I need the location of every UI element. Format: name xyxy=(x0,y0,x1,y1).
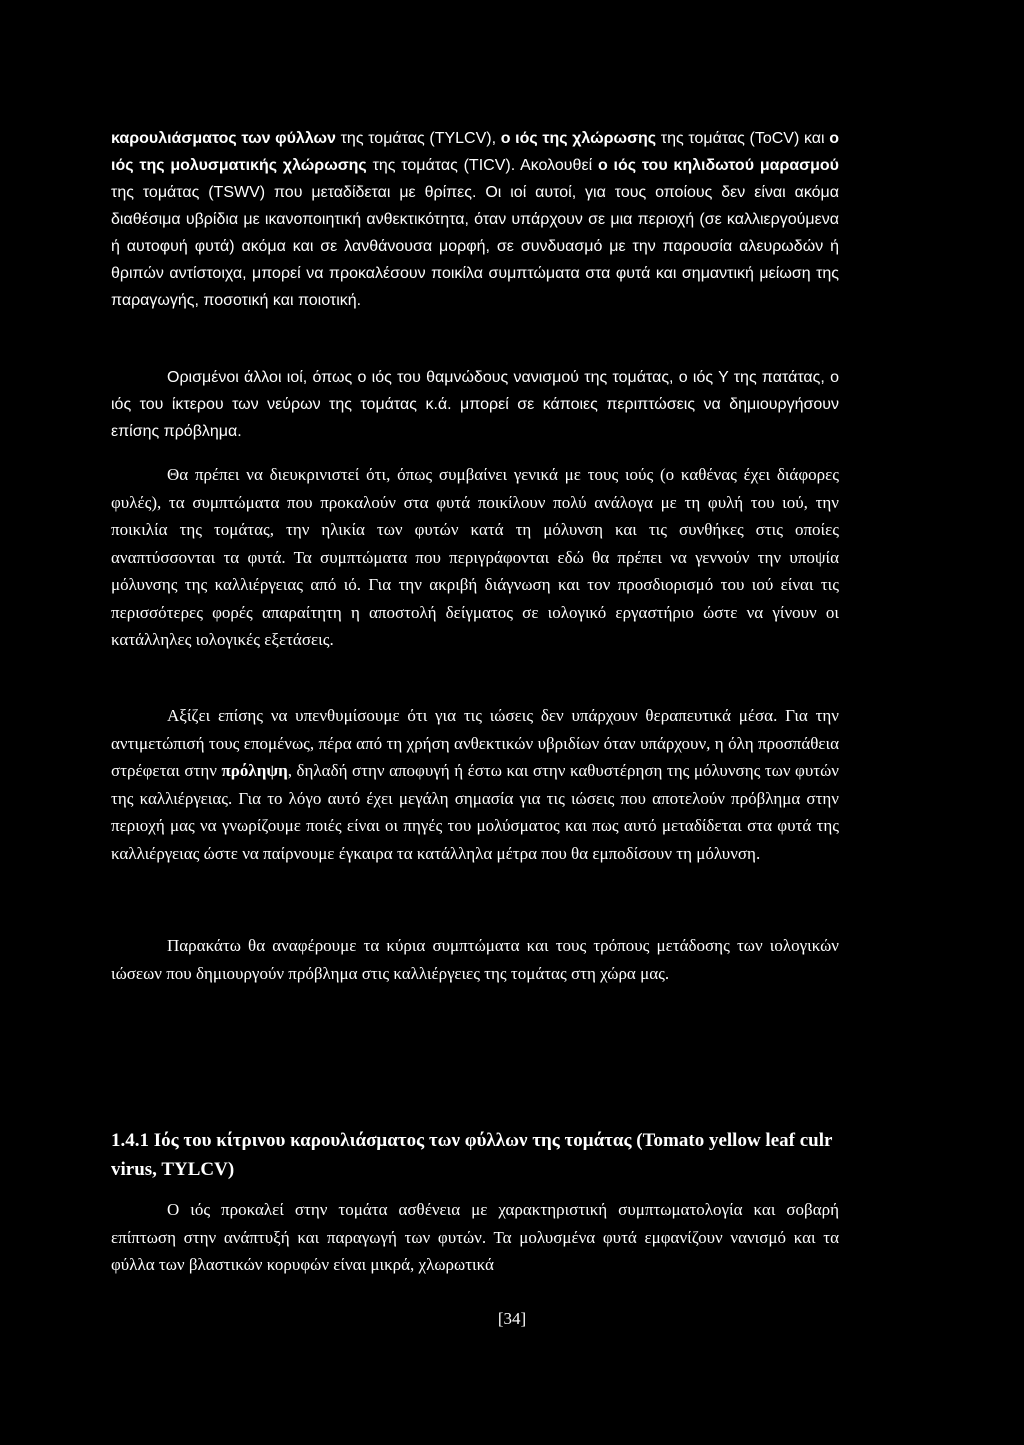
paragraph-virus-list: καρουλιάσματος των φύλλων της τομάτας (TYLCV), ο ιός της χλώρωσης της τομάτας (ToCV) και ο ιός της μολυσματικής χλώρωσης της τομάτας (TICV). Ακολουθεί ο ιός του κηλιδωτού μαρασμού της τομάτας (TSWV) που μεταδίδεται με θρίπες. Οι ιοί αυτοί, για τους οποίους δεν είναι ακόμα διαθέσιμα υβρίδια με ικανοποιητική ανθεκτικότητα, όταν υπάρχουν σε μια περιοχή (σε καλλιεργούμενα ή αυτοφυή φυτά) ακόμα και σε λανθάνουσα μορφή, σε συνδυασμό με την παρουσία αλευρωδών ή θριπών αντίστοιχα, μπορεί να προκαλέσουν ποικίλα συμπτώματα στα φυτά και σημαντική μείωση της παραγωγής, ποσοτική και ποιοτική. xyxy=(111,130,840,309)
paragraph-symptoms-variation: Θα πρέπει να διευκρινιστεί ότι, όπως συμβαίνει γενικά με τους ιούς (ο καθένας έχει διάφορες φυλές), τα συμπτώματα που προκαλούν στα φυτά ποικίλουν πολύ ανάλογα με τη φυλή του ιού, την ποικιλία της τομάτας, την ηλικία των φυτών κατά τη μόλυνση και τις συνθήκες στις οποίες αναπτύσσονται τα φυτά. Τα συμπτώματα που περιγράφονται εδώ θα πρέπει να γεννούν την υποψία μόλυνσης της καλλιέργειας από ιό. Για την ακριβή διάγνωση και τον προσδιορισμό του ιού είναι τις περισσότερες φορές απαραίτητη η αποστολή δείγματος σε ιολογικό εργαστήριο ώστε να γίνουν οι κατάλληλες ιολογικές εξετάσεις. xyxy=(111,465,839,649)
bold-phrase: ο ιός του κηλιδωτού μαρασμού xyxy=(597,157,839,174)
bold-phrase: καρουλιάσματος των φύλλων xyxy=(111,130,336,147)
bold-phrase: ο ιός της χλώρωσης xyxy=(500,130,657,147)
bold-phrase: πρόληψη xyxy=(221,761,288,780)
paragraph-prevention: Αξίζει επίσης να υπενθυμίσουμε ότι για τις ιώσεις δεν υπάρχουν θεραπευτικά μέσα. Για την αντιμετώπισή τους επομένως, πέρα από τη χρήση ανθεκτικών υβριδίων όταν υπάρχουν, η όλη προσπάθεια στρέφεται στην πρόληψη, δηλαδή στην αποφυγή ή έστω και στην καθυστέρηση της μόλυνσης των φυτών της καλλιέργειας. Για το λόγο αυτό έχει μεγάλη σημασία για τις ιώσεις που αποτελούν πρόβλημα στην περιοχή μας να γνωρίζουμε ποιές είναι οι πηγές του μολύσματος και πως αυτό μεταδίδεται στα φυτά της καλλιέργειας ώστε να παίρνουμε έγκαιρα τα κατάλληλα μέτρα που θα εμποδίσουν τη μόλυνση. xyxy=(111,706,839,863)
page-number: [34] xyxy=(497,1309,527,1328)
paragraph-intro: Παρακάτω θα αναφέρουμε τα κύρια συμπτώματα και τους τρόπους μετάδοσης των ιολογικών ιώσεων που δημιουργούν πρόβλημα στις καλλιέργειες της τομάτας στη χώρα μας. xyxy=(111,936,839,983)
section-heading: 1.4.1 Ιός του κίτρινου καρουλιάσματος των φύλλων της τομάτας (Tomato yellow leaf culr virus, TYLCV) xyxy=(111,1130,833,1180)
bold-phrase: ο ιός της μολυσματικής χλώρωσης xyxy=(111,130,840,174)
paragraph-tylcv: Ο ιός προκαλεί στην τομάτα ασθένεια με χαρακτηριστική συμπτωματολογία και σοβαρή επίπτωση στην ανάπτυξή και παραγωγή των φυτών. Τα μολυσμένα φυτά εμφανίζουν νανισμό και τα φύλλα των βλαστικών κορυφών είναι μικρά, χλωρωτικά xyxy=(111,1200,839,1274)
paragraph-other-viruses: Ορισμένοι άλλοι ιοί, όπως ο ιός του θαμνώδους νανισμού της τομάτας, ο ιός Υ της πατάτας, ο ιός του ίκτερου των νεύρων της τομάτας κ.ά. μπορεί σε κάποιες περιπτώσεις να δημιουργήσουν επίσης πρόβλημα. xyxy=(111,369,839,440)
